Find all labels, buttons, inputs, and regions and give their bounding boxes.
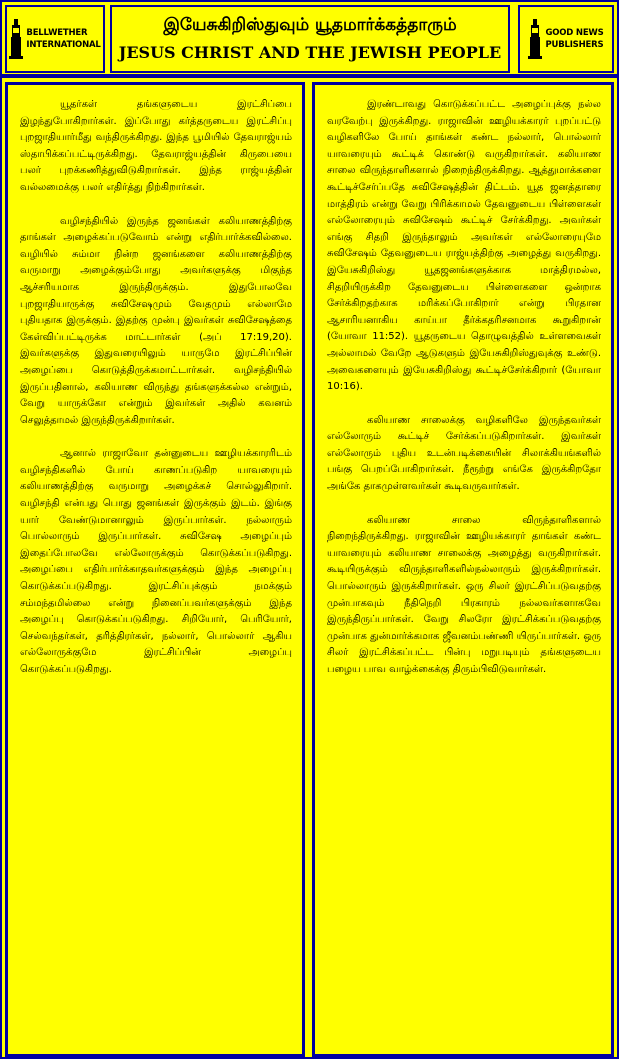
- header: [2, 2, 617, 78]
- columns: [2, 82, 617, 1057]
- paragraph: கலியாண சாலைக்கு வழிகளிலே இருந்தவர்கள் எல்லோரும் கூட்டிச் சேர்க்கப்படுகிறார்கள். இவர்கள் எல்லோரும் புதிய உடன்படிக்கையின் சிலாக்கியங்களில் பங்கு பெறப்போகிறார்கள். நீரூற்று எங்கே இருக்கிறதோ அங்கே தாகமுள்ளவர்கள் கூடிவருவார்கள்.: [327, 414, 601, 493]
- title-tamil: இயேசுகிறிஸ்துவும் யூதமார்க்கத்தாரும்: [163, 15, 457, 35]
- paragraph: கலியாண சாலை விருந்தாளிகளால் நிறைந்திருக்கிறது. ராஜாவின் ஊழியக்காரர் தாங்கள் கண்ட யாவரையும் கலியாண சாலைக்கு அழைத்து வருகிறார்கள். கூடியிருக்கும் விருந்தாளிகளில்நல்லாரும் இருக்கிறார்கள். பொல்லாரும் இருக்கிறார்கள். ஒரு சிலர் இரட்சிப்படுவதற்கு முன்பாகவும் நீதிநெறி பிரகாரம் நல்லவர்களாகவே இருந்திருப்பார்கள். வேறு சிலரோ இரட்சிக்கப்படுவதற்கு முன்பாக துன்மார்க்கமாக ஜீவனம்பண்ணி யிருப்பார்கள். ஒரு சிலர் இரட்சிக்கப்பட்ட பின்பு மறுபடியும் தங்களுடைய பழைய பாவ வாழ்க்கைக்கு திரும்பிவிடுவார்கள்.: [327, 514, 601, 675]
- right-logo-line2: PUBLISHERS: [545, 40, 604, 50]
- right-column: [312, 82, 614, 1057]
- left-column: [5, 82, 305, 1057]
- left-logo-line2: INTERNATIONAL: [26, 40, 101, 50]
- bell-tower-icon: [9, 19, 23, 59]
- title-english: JESUS CHRIST AND THE JEWISH PEOPLE: [118, 43, 502, 62]
- paragraph: ஆனால் ராஜாவோ தன்னுடைய ஊழியக்காரரிடம் வழிசந்திகளில் போய் காணப்படுகிற யாவரையும் கலியாணத்திற்கு வருமாறு அழைக்கச் சொல்லுகிறார். வழிசந்தி என்பது பொது ஜனங்கள் இருக்கும் இடம். இங்கு யார் வேண்டுமானாலும் இருப்பார்கள். நல்லாரும் பொல்லாரும் இருப்பார்கள். சுவிசேஷ அழைப்பும் இதைப்போலவே எல்லோருக்கும் கொடுக்கப்படுகிறது. அழைப்பை எதிர்பார்க்காதவர்களுக்கும் இந்த அழைப்பு கொடுக்கப்படுகிறது. இரட்சிப்புக்கும் நமக்கும் சம்மந்தமில்லை என்று நினைப்பவர்களுக்கும் இந்த அழைப்பு கொடுக்கப்படுகிறது. சிறியோர், பெரியோர், செல்வந்தர்கள், தரித்திரர்கள், நல்லார், பொல்லார் ஆகிய எல்லோருக்குமே இரட்சிப்பின் அழைப்பு கொடுக்கப்படுகிறது.: [20, 448, 292, 675]
- right-logo-line1: GOOD NEWS: [545, 28, 604, 38]
- paragraph: இரண்டாவது கொடுக்கப்பட்ட அழைப்புக்கு நல்ல வரவேற்பு இருக்கிறது. ராஜாவின் ஊழியக்காரர் புறப்பட்டு வழிகளிலே போய் தாங்கள் கண்ட நல்லார், பொல்லார் யாவரையும் கூட்டிக் கொண்டு வருகிறார்கள். கலியாண சாலை விருந்தாளிகளால் நிறைந்திருக்கிறது. ஆத்துமாக்களை கூட்டிச்சேர்ப்பதே சுவிசேஷத்தின் திட்டம். யூத ஜனத்தாரை மாத்திரம் என்று வேறு பிரிக்காமல் தேவனுடைய பிள்ளைகள் எல்லோரையும் சுவிசேஷம் கூட்டிச் சேர்க்கிறது. அவர்கள் எங்கு சிதறி இருந்தாலும் அவர்கள் எல்லோரையுமே சுவிசேஷம் தேவனுடைய ராஜ்யத்திற்கு அழைத்து வருகிறது. இயேசுகிறிஸ்து யூதஜனங்களுக்காக மாத்திரமல்ல, சிதறியிருக்கிற தேவனுடைய பிள்ளைகளை ஒன்றாக சேர்க்கிறதற்காக மரிக்கப்போகிறார் என்று பிரதான ஆசாரியனாகிய காய்பா தீர்க்கதரிசனமாக கூறுகிறான் (யோவா 11:52). யூதருடைய தொழுவத்தில் உள்ளவைகள் அல்லாமல் வேறே ஆடுகளும் இயேசுகிறிஸ்துவுக்கு உண்டு. அவைகளையும் இயேசுகிறிஸ்து கூட்டிச்சேர்க்கிறார் (யோவா 10:16).: [327, 99, 601, 393]
- bellwether-logo: [5, 5, 105, 73]
- good-news-logo: [518, 5, 614, 73]
- paragraph: வழிசந்தியில் இருந்த ஜனங்கள் கலியாணத்திற்கு தாங்கள் அழைக்கப்படுவோம் என்று எதிர்பார்க்கவில்லை. வழியில் சும்மா நின்ற ஜனங்களை கலியாணத்திற்கு வருமாறு அழைக்கும்போது அவர்களுக்கு மிகுந்த ஆச்சரியமாக இருந்திருக்கும். இதுபோலவே புறஜாதியாருக்கு சுவிசேஷமும் வேதமும் எல்லாமே புதியதாக இருக்கும். இதற்கு முன்பு இவர்கள் சுவிசேஷத்தை கேள்விப்பட்டிருக்க மாட்டார்கள் (அப் 17:19,20). இவர்களுக்கு இதுவரையிலும் யாருமே இரட்சிப்பின் அழைப்பை கொடுத்திருக்கமாட்டார்கள். வழிசந்தியில் இருப்பதினால், கலியாண விருந்து தங்களுக்கல்ல என்றும், வேறு யாருக்கோ என்றும் இவர்கள் அதில் கவனம் செலுத்தாமல் இருந்திருக்கிறார்கள்.: [20, 215, 292, 426]
- left-logo-line1: BELLWETHER: [26, 28, 88, 38]
- title-box: [110, 5, 510, 73]
- paragraph: யூதர்கள் தங்களுடைய இரட்சிப்பை இழந்துபோகிறார்கள். இப்போது கர்த்தருடைய இரட்சிப்பு புறஜாதியார்மீது வந்திருக்கிறது. இந்த பூமியில் தேவராஜ்யம் ஸ்தாபிக்கப்பட்டிருக்கிறது. தேவராஜ்யத்தின் கிருபையை பலர் புறக்கணித்துவிடுகிறார்கள். இந்த ராஜ்யத்தின் வல்லமைக்கு பலர் எதிர்த்து நிற்கிறார்கள்.: [20, 99, 292, 193]
- bell-tower-icon: [528, 19, 542, 59]
